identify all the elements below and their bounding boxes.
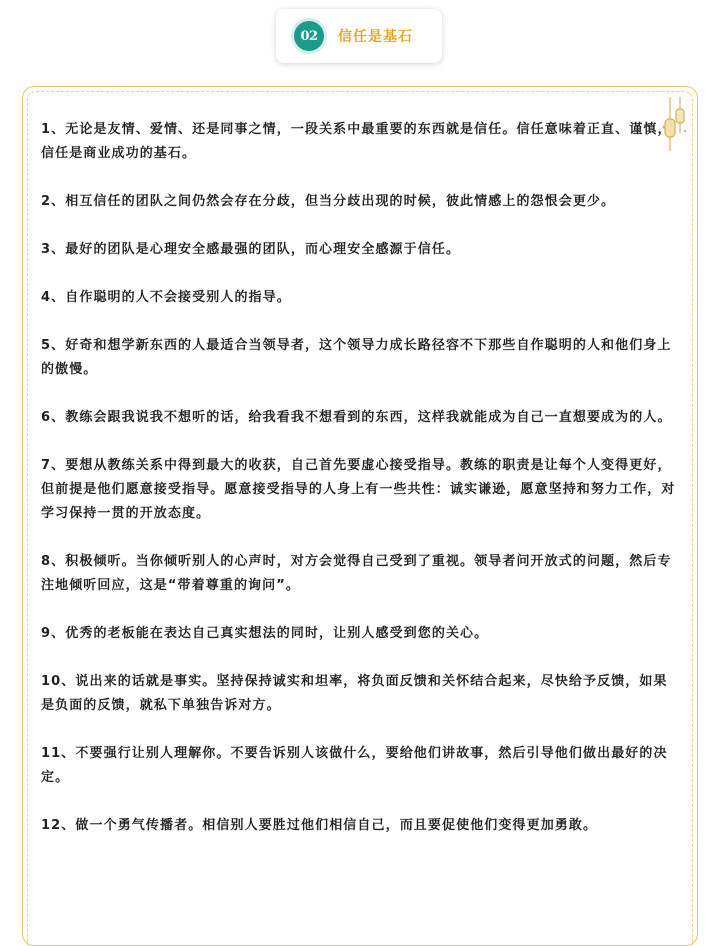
list-item: 1、无论是友情、爱情、还是同事之情，一段关系中最重要的东西就是信任。信任意味着正直、谨慎，信任是商业成功的基石。 xyxy=(41,122,672,161)
list-item: 3、最好的团队是心理安全感最强的团队，而心理安全感源于信任。 xyxy=(41,242,461,257)
list-item: 7、要想从教练关系中得到最大的收获，自己首先要虚心接受指导。教练的职责是让每个人变得更好，但前提是他们愿意接受指导。愿意接受指导的人身上有一些共性：诚实谦逊，愿意坚持和努力工作，对学习保持一贯的开放态度。 xyxy=(41,458,676,521)
list-item: 9、优秀的老板能在表达自己真实想法的同时，让别人感受到您的关心。 xyxy=(41,626,489,641)
list-item: 11、不要强行让别人理解你。不要告诉别人该做什么，要给他们讲故事，然后引导他们做出最好的决定。 xyxy=(41,746,668,785)
list-item: 10、说出来的话就是事实。坚持保持诚实和坦率，将负面反馈和关怀结合起来，尽快给予反馈，如果是负面的反馈，就私下单独告诉对方。 xyxy=(41,674,668,713)
section-number-badge: 02 xyxy=(294,21,324,51)
section-title: 信任是基石 xyxy=(338,29,413,45)
list-item: 8、积极倾听。当你倾听别人的心声时，对方会觉得自己受到了重视。领导者问开放式的问题，然后专注地倾听回应，这是“带着尊重的询问”。 xyxy=(41,554,672,593)
quote-list xyxy=(41,118,681,862)
list-item: 2、相互信任的团队之间仍然会存在分歧，但当分歧出现的时候，彼此情感上的怨恨会更少。 xyxy=(41,194,616,209)
section-header xyxy=(276,9,442,63)
list-item: 12、做一个勇气传播者。相信别人要胜过他们相信自己，而且要促使他们变得更加勇敢。 xyxy=(41,818,598,833)
list-item: 6、教练会跟我说我不想听的话，给我看我不想看到的东西，这样我就能成为自己一直想要成为的人。 xyxy=(41,410,672,425)
list-item: 4、自作聪明的人不会接受别人的指导。 xyxy=(41,290,291,305)
list-item: 5、好奇和想学新东西的人最适合当领导者，这个领导力成长路径容不下那些自作聪明的人和他们身上的傲慢。 xyxy=(41,338,672,377)
